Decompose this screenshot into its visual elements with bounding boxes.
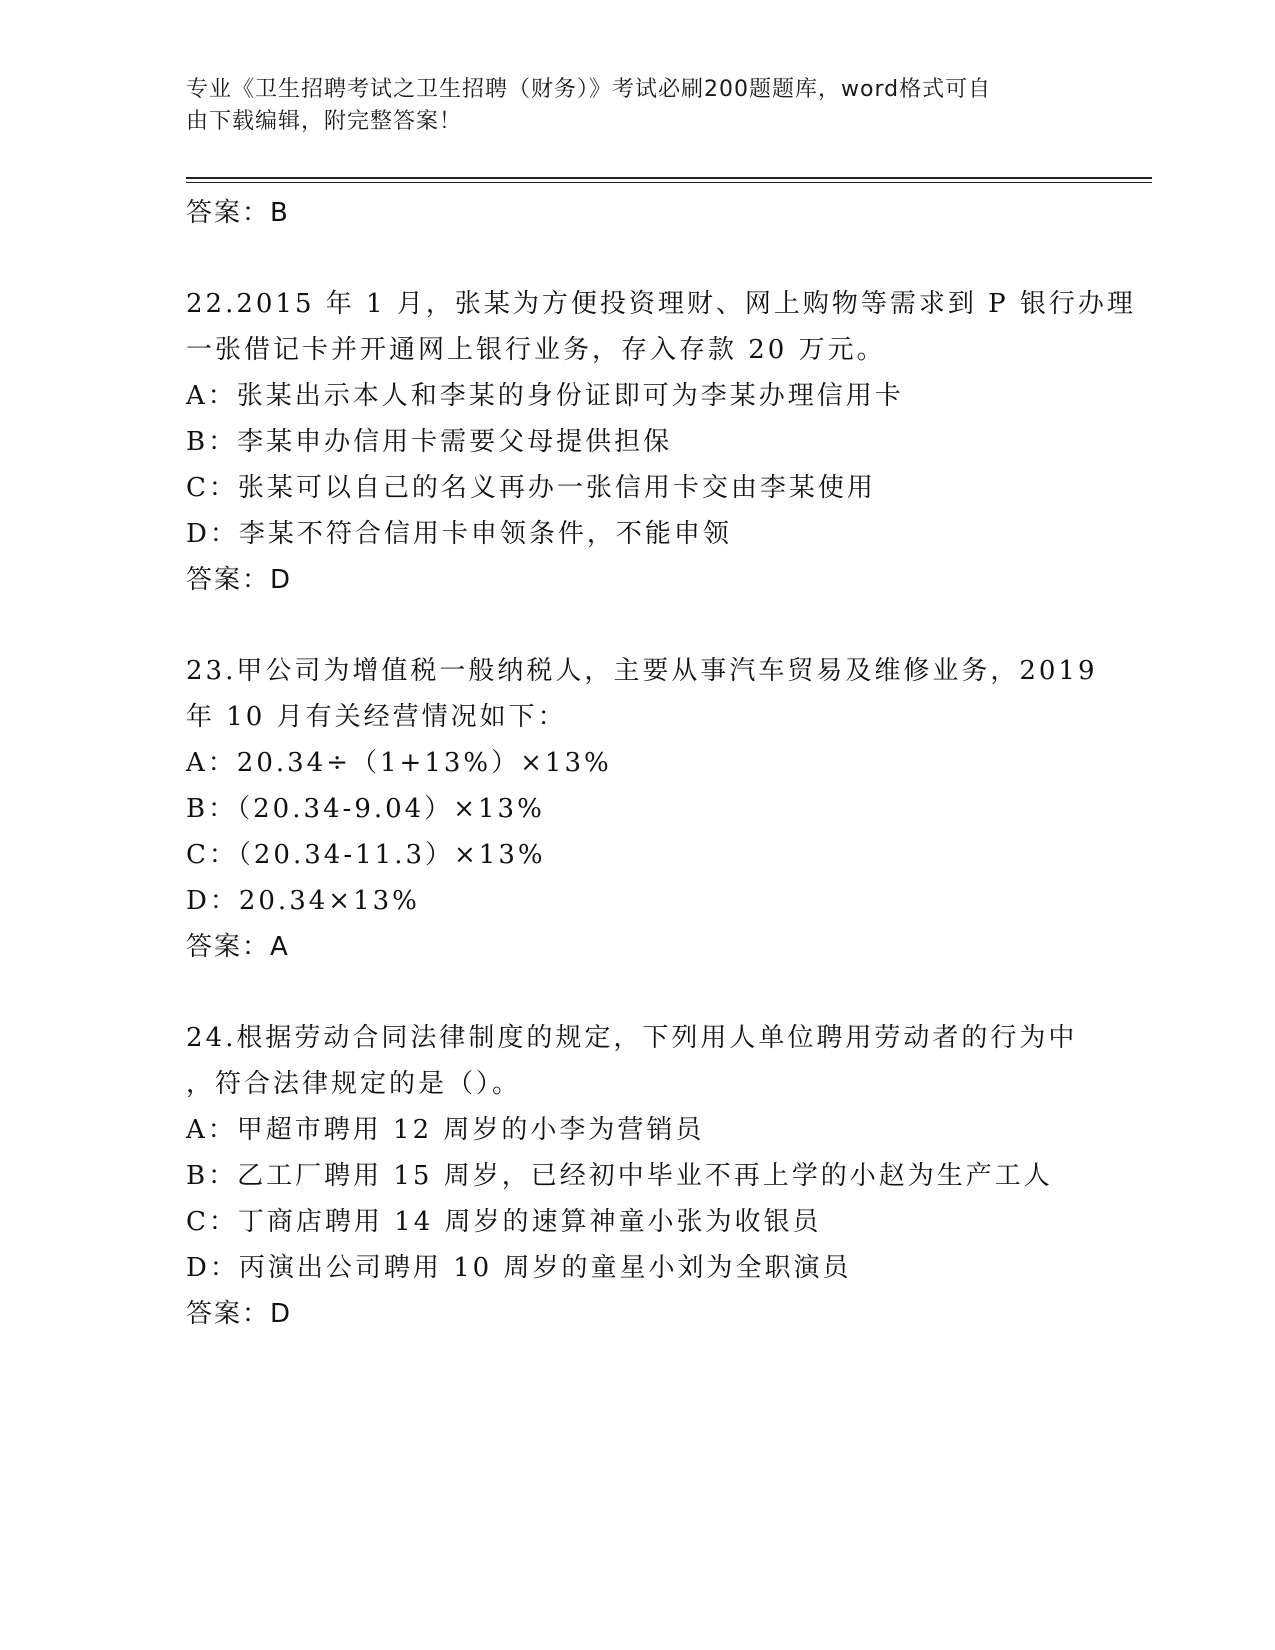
document-header bbox=[186, 74, 1066, 138]
option-c: C：张某可以自己的名义再办一张信用卡交由李某使用 bbox=[186, 473, 876, 503]
option-b: B：李某申办信用卡需要父母提供担保 bbox=[186, 427, 673, 457]
spacer bbox=[186, 603, 1146, 648]
option-a: A：20.34÷（1+13%）×13% bbox=[186, 748, 612, 778]
question-list bbox=[186, 190, 1146, 1337]
option-a: A：张某出示本人和李某的身份证即可为李某办理信用卡 bbox=[186, 381, 904, 411]
answer-label: 答案：D bbox=[186, 565, 293, 595]
header-line-2: 由下载编辑，附完整答案！ bbox=[186, 109, 463, 134]
question-stem-line: 年 10 月有关经营情况如下： bbox=[186, 702, 567, 732]
question-stem-line: ，符合法律规定的是（）。 bbox=[186, 1069, 522, 1099]
option-a: A：甲超市聘用 12 周岁的小李为营销员 bbox=[186, 1115, 705, 1145]
question-stem-line: 24.根据劳动合同法律制度的规定，下列用人单位聘用劳动者的行为中 bbox=[186, 1023, 1078, 1053]
spacer bbox=[186, 236, 1146, 281]
option-c: C：（20.34-11.3）×13% bbox=[186, 840, 546, 870]
option-c: C：丁商店聘用 14 周岁的速算神童小张为收银员 bbox=[186, 1207, 822, 1237]
spacer bbox=[186, 970, 1146, 1015]
option-d: D：丙演出公司聘用 10 周岁的童星小刘为全职演员 bbox=[186, 1253, 852, 1283]
header-rule-thin bbox=[186, 182, 1152, 183]
question-block bbox=[186, 1015, 1146, 1337]
option-d: D：20.34×13% bbox=[186, 886, 420, 916]
option-b: B：乙工厂聘用 15 周岁，已经初中毕业不再上学的小赵为生产工人 bbox=[186, 1161, 1053, 1191]
question-stem bbox=[186, 281, 1146, 373]
question-stem-line: 一张借记卡并开通网上银行业务，存入存款 20 万元。 bbox=[186, 335, 886, 365]
option-d: D：李某不符合信用卡申领条件，不能申领 bbox=[186, 519, 732, 549]
question-stem bbox=[186, 648, 1146, 740]
question-stem-line: 23.甲公司为增值税一般纳税人，主要从事汽车贸易及维修业务，2019 bbox=[186, 656, 1098, 686]
question-stem-line: 22.2015 年 1 月，张某为方便投资理财、网上购物等需求到 P 银行办理 bbox=[186, 289, 1136, 319]
question-block bbox=[186, 281, 1146, 603]
question-block bbox=[186, 648, 1146, 970]
option-b: B：（20.34-9.04）×13% bbox=[186, 794, 545, 824]
answer-label: 答案：B bbox=[186, 198, 290, 228]
answer-label: 答案：D bbox=[186, 1299, 293, 1329]
header-line-1: 专业《卫生招聘考试之卫生招聘（财务）》考试必刷200题题库，word格式可自 bbox=[186, 77, 992, 102]
question-stem bbox=[186, 1015, 1146, 1107]
answer-label: 答案：A bbox=[186, 932, 290, 962]
header-rule-thick bbox=[186, 177, 1152, 179]
